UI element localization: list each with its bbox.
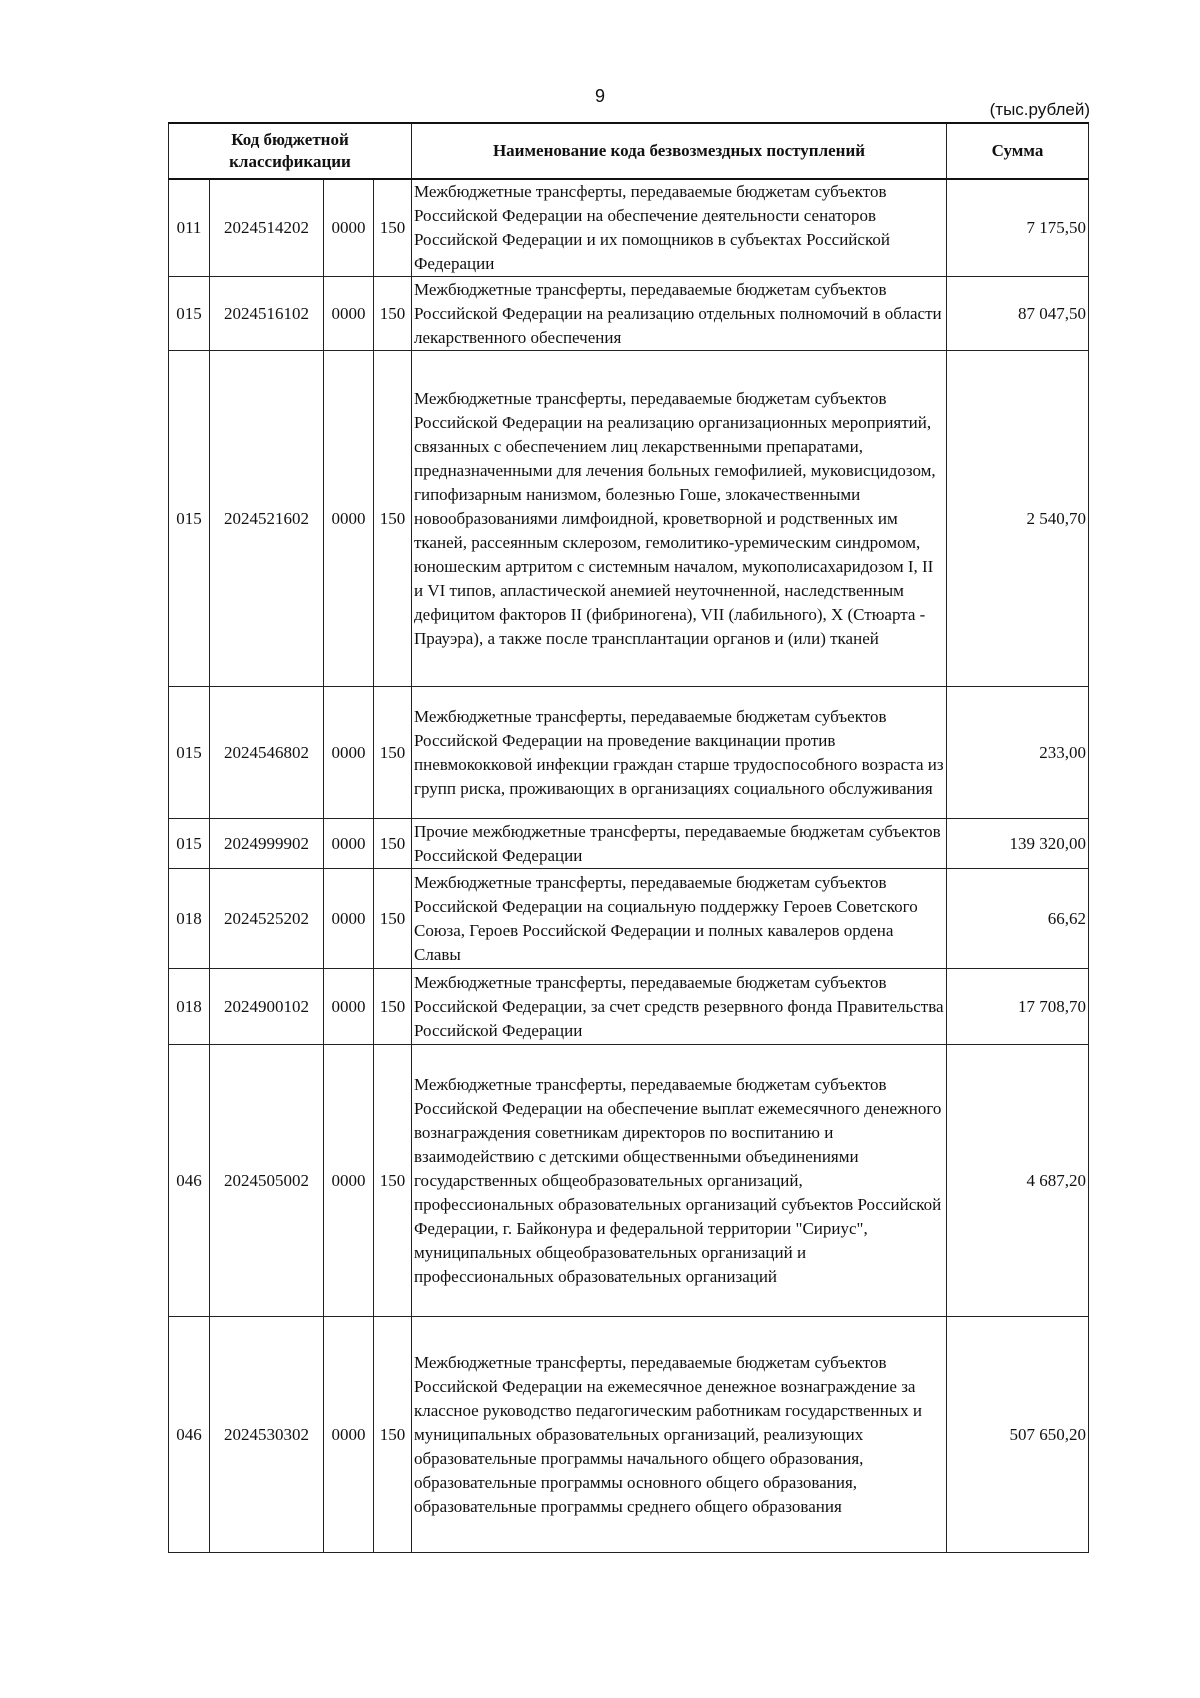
admin-code-cell: 015	[169, 277, 210, 351]
kind-code-cell: 150	[374, 687, 412, 819]
sum-cell: 507 650,20	[947, 1317, 1089, 1553]
admin-code-cell: 011	[169, 179, 210, 277]
admin-code-cell: 015	[169, 351, 210, 687]
subtype-code-cell: 0000	[324, 277, 374, 351]
income-code-cell: 2024505002	[210, 1045, 324, 1317]
subtype-code-cell: 0000	[324, 869, 374, 969]
subtype-code-cell: 0000	[324, 687, 374, 819]
header-sum: Сумма	[947, 123, 1089, 179]
sum-cell: 4 687,20	[947, 1045, 1089, 1317]
subtype-code-cell: 0000	[324, 819, 374, 869]
income-code-cell: 2024521602	[210, 351, 324, 687]
admin-code-cell: 018	[169, 969, 210, 1045]
income-name-cell: Межбюджетные трансферты, передаваемые бюджетам субъектов Российской Федерации на обеспечение деятельности сенаторов Российской Федерации и их помощников в субъектах Российской Федерации	[412, 179, 947, 277]
table-row	[169, 1317, 1089, 1553]
income-name-cell: Межбюджетные трансферты, передаваемые бюджетам субъектов Российской Федерации на реализацию организационных мероприятий, связанных с обеспечением лиц лекарственными препаратами, предназначенными для лечения больных гемофилией, муковисцидозом, гипофизарным нанизмом, болезнью Гоше, злокачественными новообразованиями лимфоидной, кроветворной и родственных им тканей, рассеянным склерозом, гемолитико-уремическим синдромом, юношеским артритом с системным началом, мукополисахаридозом I, II и VI типов, апластической анемией неуточненной, наследственным дефицитом факторов II (фибриногена), VII (лабильного), X (Стюарта - Прауэра), а также после трансплантации органов и (или) тканей	[412, 351, 947, 687]
subtype-code-cell: 0000	[324, 179, 374, 277]
table-row	[169, 869, 1089, 969]
sum-cell: 7 175,50	[947, 179, 1089, 277]
units-label: (тыс.рублей)	[989, 100, 1090, 119]
table-header-row	[169, 123, 1089, 179]
kind-code-cell: 150	[374, 869, 412, 969]
income-name-cell: Межбюджетные трансферты, передаваемые бюджетам субъектов Российской Федерации на обеспечение выплат ежемесячного денежного вознаграждения советникам директоров по воспитанию и взаимодействию с детскими общественными объединениями государственных общеобразовательных организаций, профессиональных образовательных организаций субъектов Российской Федерации, г. Байконура и федеральной территории "Сириус", муниципальных общеобразовательных организаций и профессиональных образовательных организаций	[412, 1045, 947, 1317]
table-row	[169, 819, 1089, 869]
table-row	[169, 351, 1089, 687]
income-code-cell: 2024900102	[210, 969, 324, 1045]
income-name-cell: Межбюджетные трансферты, передаваемые бюджетам субъектов Российской Федерации на социальную поддержку Героев Советского Союза, Героев Российской Федерации и полных кавалеров ордена Славы	[412, 869, 947, 969]
sum-cell: 233,00	[947, 687, 1089, 819]
table-row	[169, 1045, 1089, 1317]
admin-code-cell: 046	[169, 1317, 210, 1553]
income-name-cell: Межбюджетные трансферты, передаваемые бюджетам субъектов Российской Федерации, за счет средств резервного фонда Правительства Российской Федерации	[412, 969, 947, 1045]
table-row	[169, 277, 1089, 351]
page-number: 9	[594, 86, 605, 106]
header-name: Наименование кода безвозмездных поступлений	[412, 123, 947, 179]
kind-code-cell: 150	[374, 351, 412, 687]
kind-code-cell: 150	[374, 969, 412, 1045]
sum-cell: 66,62	[947, 869, 1089, 969]
admin-code-cell: 015	[169, 819, 210, 869]
sum-cell: 17 708,70	[947, 969, 1089, 1045]
admin-code-cell: 018	[169, 869, 210, 969]
income-code-cell: 2024525202	[210, 869, 324, 969]
kind-code-cell: 150	[374, 819, 412, 869]
income-name-cell: Межбюджетные трансферты, передаваемые бюджетам субъектов Российской Федерации на ежемесячное денежное вознаграждение за классное руководство педагогическим работникам государственных и муниципальных образовательных организаций, реализующих образовательные программы начального общего образования, образовательные программы основного общего образования, образовательные программы среднего общего образования	[412, 1317, 947, 1553]
budget-table	[168, 122, 1089, 1553]
subtype-code-cell: 0000	[324, 351, 374, 687]
income-name-cell: Межбюджетные трансферты, передаваемые бюджетам субъектов Российской Федерации на проведение вакцинации против пневмококковой инфекции граждан старше трудоспособного возраста из групп риска, проживающих в организациях социального обслуживания	[412, 687, 947, 819]
income-name-cell: Прочие межбюджетные трансферты, передаваемые бюджетам субъектов Российской Федерации	[412, 819, 947, 869]
kind-code-cell: 150	[374, 1317, 412, 1553]
income-code-cell: 2024546802	[210, 687, 324, 819]
sum-cell: 2 540,70	[947, 351, 1089, 687]
sum-cell: 87 047,50	[947, 277, 1089, 351]
income-code-cell: 2024514202	[210, 179, 324, 277]
income-code-cell: 2024999902	[210, 819, 324, 869]
table-row	[169, 687, 1089, 819]
admin-code-cell: 015	[169, 687, 210, 819]
kind-code-cell: 150	[374, 179, 412, 277]
table-row	[169, 179, 1089, 277]
income-name-cell: Межбюджетные трансферты, передаваемые бюджетам субъектов Российской Федерации на реализацию отдельных полномочий в области лекарственного обеспечения	[412, 277, 947, 351]
kind-code-cell: 150	[374, 1045, 412, 1317]
header-code: Код бюджетной классификации	[169, 123, 412, 179]
subtype-code-cell: 0000	[324, 1045, 374, 1317]
admin-code-cell: 046	[169, 1045, 210, 1317]
subtype-code-cell: 0000	[324, 1317, 374, 1553]
sum-cell: 139 320,00	[947, 819, 1089, 869]
kind-code-cell: 150	[374, 277, 412, 351]
subtype-code-cell: 0000	[324, 969, 374, 1045]
table-row	[169, 969, 1089, 1045]
income-code-cell: 2024516102	[210, 277, 324, 351]
income-code-cell: 2024530302	[210, 1317, 324, 1553]
